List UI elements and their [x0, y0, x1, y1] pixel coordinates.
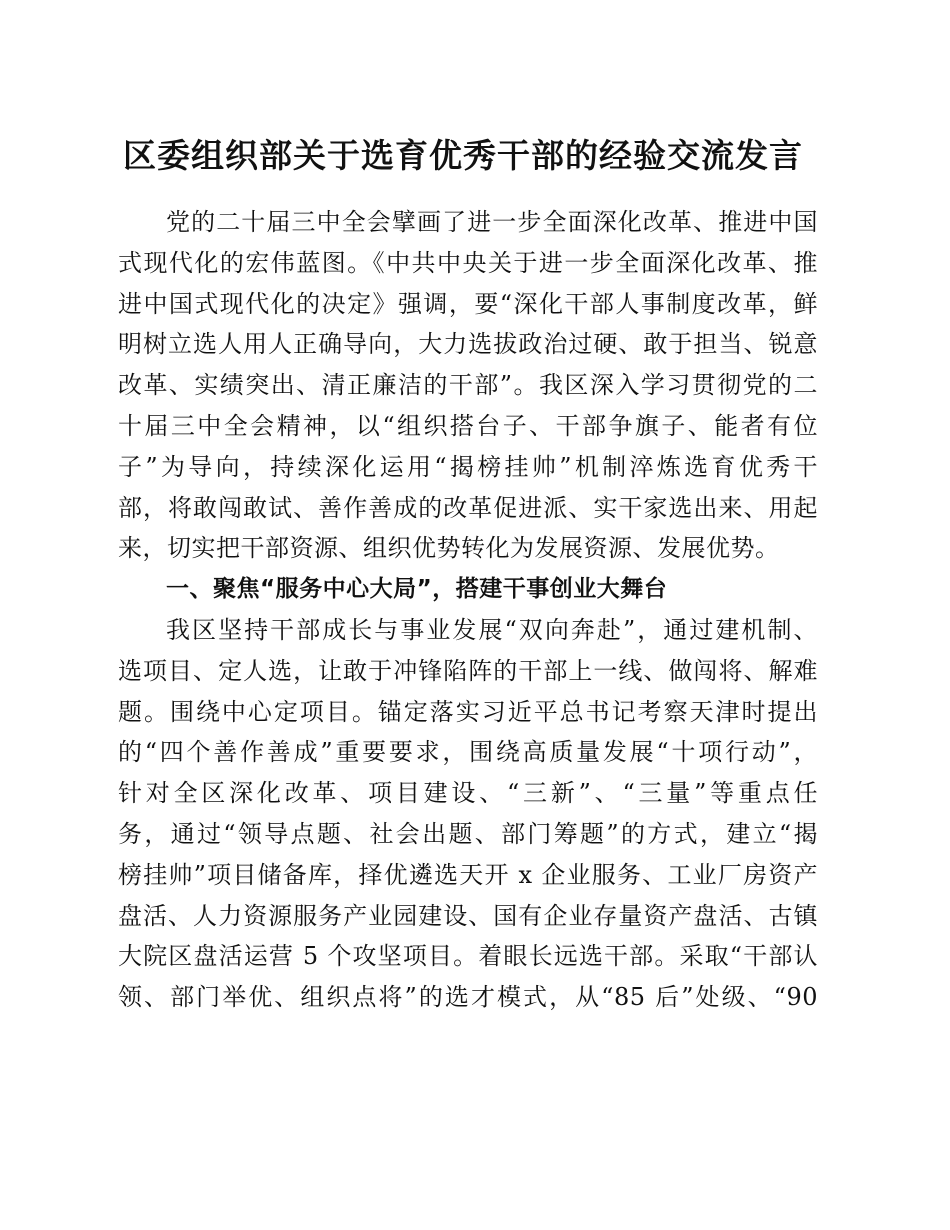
body-line: 的“四个善作善成”重要要求，围绕高质量发展“十项行动”， [118, 738, 818, 767]
document-page [118, 132, 818, 1018]
body-line: 式现代化的宏伟蓝图。《中共中央关于进一步全面深化改革、推 [118, 248, 818, 277]
body-line: 选项目、定人选，让敢于冲锋陷阵的干部上一线、做闯将、解难 [118, 656, 818, 685]
body-line: 十届三中全会精神，以“组织搭台子、干部争旗子、能者有位 [118, 411, 818, 440]
body-line: 部，将敢闯敢试、善作善成的改革促进派、实干家选出来、用起 [118, 493, 818, 522]
body-line: 大院区盘活运营 5 个攻坚项目。着眼长远选干部。采取“干部认 [118, 942, 818, 971]
body-line: 党的二十届三中全会擘画了进一步全面深化改革、推进中国 [166, 208, 818, 236]
body-line: 子”为导向，持续深化运用“揭榜挂帅”机制淬炼选育优秀干 [118, 452, 818, 481]
body-line: 题。围绕中心定项目。锚定落实习近平总书记考察天津时提出 [118, 697, 818, 726]
body-line: 进中国式现代化的决定》强调，要“深化干部人事制度改革，鲜 [118, 289, 818, 318]
body-line: 盘活、人力资源服务产业园建设、国有企业存量资产盘活、古镇 [118, 901, 818, 930]
section-heading: 一、聚焦“服务中心大局”，搭建干事创业大舞台 [166, 576, 668, 603]
body-line: 务，通过“领导点题、社会出题、部门筹题”的方式，建立“揭 [118, 819, 818, 848]
document-title: 区委组织部关于选育优秀干部的经验交流发言 [123, 136, 803, 175]
body-line: 我区坚持干部成长与事业发展“双向奔赴”，通过建机制、 [166, 615, 818, 644]
body-line: 榜挂帅”项目储备库，择优遴选天开 x 企业服务、工业厂房资产 [118, 860, 818, 889]
document-body [118, 202, 818, 1018]
body-line: 针对全区深化改革、项目建设、“三新”、“三量”等重点任 [118, 779, 818, 808]
body-line: 明树立选人用人正确导向，大力选拔政治过硬、敢于担当、锐意 [118, 330, 818, 359]
body-line: 领、部门举优、组织点将”的选才模式，从“85 后”处级、“90 [118, 983, 818, 1012]
body-line: 来，切实把干部资源、组织优势转化为发展资源、发展优势。 [118, 534, 780, 563]
body-line: 改革、实绩突出、清正廉洁的干部”。我区深入学习贯彻党的二 [118, 371, 818, 400]
